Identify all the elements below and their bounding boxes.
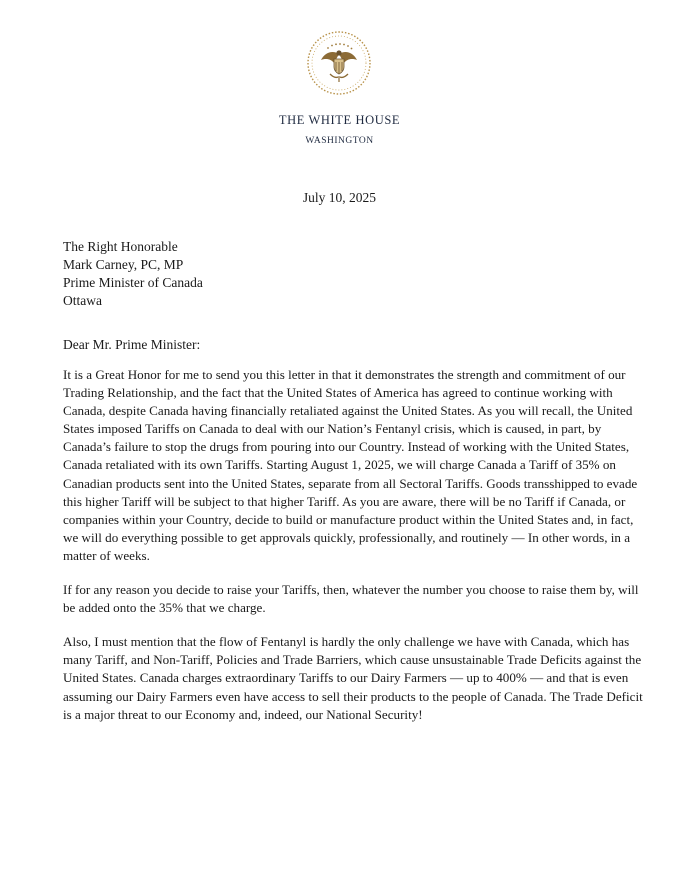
salutation: Dear Mr. Prime Minister: <box>63 337 201 352</box>
recipient-address <box>63 238 203 310</box>
letter-date: July 10, 2025 <box>302 190 377 205</box>
recipient-line: Prime Minister of Canada <box>63 275 203 290</box>
recipient-line: The Right Honorable <box>63 239 178 254</box>
body-paragraph: It is a Great Honor for me to send you this letter in that it demonstrates the strength and commitment of our Trading Relationship, and the fact that the United States of America has agreed to continue working with Canada, despite Canada having financially retaliated against the United States. As you will recall, the United States imposed Tariffs on Canada to deal with our Nation’s Fentanyl crisis, which is caused, in part, by Canada’s failure to stop the drugs from pouring into our Country. Instead of working with the United States, Canada retaliated with its own Tariffs. Starting August 1, 2025, we will charge Canada a Tariff of 35% on Canadian products sent into the United States, separate from all Sectoral Tariffs. Goods transshipped to evade this higher Tariff will be subject to that higher Tariff. As you are aware, there will be no Tariff if Canada, or companies within your Country, decide to build or manufacture product within the United States and, in fact, we will do everything possible to get approvals quickly, professionally, and routinely — In other words, in a matter of weeks. <box>63 367 638 563</box>
presidential-seal-icon <box>306 30 372 96</box>
body-paragraph: If for any reason you decide to raise your Tariffs, then, whatever the number you choose to raise them by, will be added onto the 35% that we charge. <box>63 582 639 616</box>
recipient-line: Mark Carney, PC, MP <box>63 257 184 272</box>
letterhead-subtitle: WASHINGTON <box>305 136 374 146</box>
recipient-line: Ottawa <box>63 293 102 308</box>
body-paragraph: Also, I must mention that the flow of Fentanyl is hardly the only challenge we have with Canada, which has many Tariff, and Non-Tariff, Policies and Trade Barriers, which cause unsustainable Trade Deficits against the United States. Canada charges extraordinary Tariffs to our Dairy Farmers — up to 400% — and that is even assuming our Dairy Farmers even have access to sell their products to the people of Canada. The Trade Deficit is a major threat to our Economy and, indeed, our National Security! <box>63 634 643 722</box>
letterhead-title: THE WHITE HOUSE <box>278 113 401 127</box>
letter-body <box>63 366 647 740</box>
